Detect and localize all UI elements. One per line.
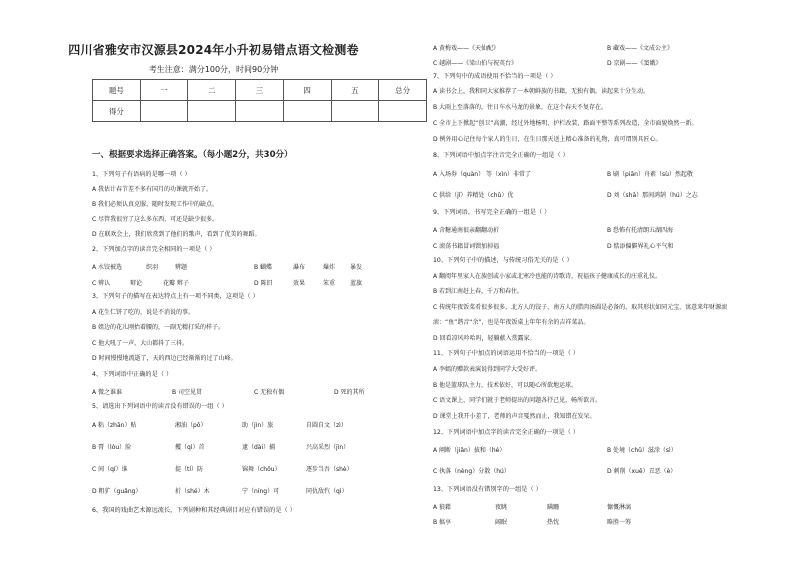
score-cell[interactable] bbox=[236, 101, 284, 122]
option-text: 宁（níng）可 bbox=[242, 488, 280, 495]
option-text: 逐步当吾（shè） bbox=[306, 466, 353, 473]
option-text: A 粘（zhān）贴 bbox=[92, 422, 137, 429]
question-text: 7、下列句中的成语使用不恰当的一项是（ ） bbox=[433, 73, 557, 80]
option-text: C 供给（jǐ）养精处（chǔ）优 bbox=[433, 192, 514, 199]
option-text: A 黄梅戏——《天仙配》 bbox=[433, 45, 500, 52]
score-table bbox=[92, 79, 427, 122]
table-cell: 五 bbox=[331, 80, 379, 101]
option-text: 辩论 bbox=[130, 280, 143, 287]
exam-note: 考生注意：满分100分，时间90分钟 bbox=[148, 65, 279, 74]
option-text: 逮（dài）捕 bbox=[242, 444, 276, 451]
option-text: 笨重 bbox=[323, 280, 336, 287]
option-text: D 课堂上我开小差了，老师的声音戛然而止，我知错在发呆。 bbox=[433, 413, 596, 420]
option-text: 织羽 bbox=[146, 264, 159, 271]
option-text: B 若到江南赶上春，千万和春住。 bbox=[433, 288, 524, 295]
option-text: 慷慨淋漓 bbox=[607, 504, 632, 511]
option-text: B 蝴蝶 bbox=[254, 264, 273, 271]
option-text: D 粗犷（guǎng） bbox=[92, 488, 142, 495]
option-text: D 回看凉风吟哈吗，轻躺献入赏露家。 bbox=[433, 335, 536, 342]
table-row bbox=[93, 80, 427, 101]
option-text: D 死的其所 bbox=[334, 389, 365, 396]
option-text: D 在联欢会上，我们欣赏到了他们的歌声，看到了优美的舞蹈。 bbox=[92, 231, 261, 238]
page-title: 四川省雅安市汉源县2024年小升初易错点语文检测卷 bbox=[68, 43, 359, 57]
option-text: A 微之谁谁 bbox=[92, 389, 123, 396]
option-text: 同仇敌忾（qì） bbox=[306, 488, 348, 495]
option-text: 效果 bbox=[293, 280, 306, 287]
option-text: B 姐边的花儿刚抬着腰的，一副无精打采的样子。 bbox=[92, 324, 225, 331]
table-cell: 题号 bbox=[93, 80, 141, 101]
option-text: 助（jìn）旅 bbox=[242, 422, 274, 429]
table-cell: 三 bbox=[236, 80, 284, 101]
option-text: 略胜一筹 bbox=[607, 519, 632, 526]
question-text: 9、下列词语，书写完全正确的一组是（ ） bbox=[433, 209, 551, 216]
option-text: C 滚荡书籍冒词馈加掉福 bbox=[433, 243, 500, 250]
option-text: B 藏戏——《文成公主》 bbox=[607, 45, 674, 52]
option-text: 蓝旗 bbox=[350, 280, 363, 287]
option-text: B 膏（lòu）脸 bbox=[92, 444, 132, 451]
option-text: 辨题 bbox=[175, 264, 188, 271]
question-text: 12、下列词语中加点字的读音完全正确的一项是（ ） bbox=[433, 429, 579, 436]
table-row bbox=[93, 101, 427, 122]
option-text: B 恐怖有托清朗五湖四海 bbox=[607, 227, 674, 234]
option-text: C 传统年夜饭菜肴很多很多，北方人的饺子，南方人的腊肉汤圆是必备的，取其形状如同元宝，寓意来年财源滚 bbox=[433, 304, 728, 311]
question-text: 10、下列句子中的描述，与传统习俗无关的是（ ） bbox=[433, 257, 573, 264]
option-text: D 惦添偏僻界礼心平气和 bbox=[607, 243, 674, 250]
table-cell: 二 bbox=[188, 80, 236, 101]
option-text: A 我估计春节差不多有国月的功课就开始了。 bbox=[92, 186, 213, 193]
option-text: C 他大吼了一声，大山都抖了三抖。 bbox=[92, 340, 189, 347]
option-text: C 尽管我很穷了这么多东西，可还是缺少很多。 bbox=[92, 216, 219, 223]
option-text: 折（shé）木 bbox=[175, 488, 210, 495]
option-text: 提（tí）防 bbox=[175, 466, 204, 473]
option-text: D 例外用心记住每个家人的生日，在生日那天送上精心准备的礼物，真可谓别具匠心。 bbox=[433, 136, 662, 143]
option-text: C 全市上下掀起“创卫”高潮，经过外地杨明、护栏改装，路面平整等系列改造，全市面貌焕然一新。 bbox=[433, 120, 698, 127]
question-text: 8、下列词语中加点字注音完全正确的一组是（ ） bbox=[433, 152, 569, 159]
option-text: A 狼藉 bbox=[433, 504, 452, 511]
option-text: C 辨认 bbox=[92, 280, 111, 287]
question-text: 11、下列句子中加点的词语运用不恰当的一项是（ ） bbox=[433, 350, 579, 357]
option-text: A 含糖通南很亲翻翻动折 bbox=[433, 227, 500, 234]
question-text: 1、下列句子有语病的是哪一项（ ） bbox=[92, 171, 191, 178]
question-text: 3、下列句子的描写在表达特点上有一项不同类，这项是（ ） bbox=[92, 293, 259, 300]
option-text: A 阐断（jiǎn）拔和（hé） bbox=[433, 447, 506, 454]
option-text: B 刷（piān）舟素（sù）然起敬 bbox=[607, 171, 693, 178]
option-text: A 入场券（quàn） 等（xìn）非常了 bbox=[433, 171, 532, 178]
option-text: C 越剧——《梁山伯与祝英台》 bbox=[433, 60, 518, 67]
option-text: 兴高采烈（jìn） bbox=[306, 444, 350, 451]
option-text: D 京剧——《窦娥》 bbox=[607, 60, 662, 67]
option-text: D 陈旧 bbox=[254, 280, 273, 287]
option-text: 阔眠 bbox=[495, 519, 508, 526]
score-cell[interactable] bbox=[379, 101, 427, 122]
option-text: B 他是篮球队主力，技术依好，可以随心所欲地运球。 bbox=[433, 382, 578, 389]
option-text: B 我们必须认真克服、随时发现工作中的缺点。 bbox=[92, 201, 219, 208]
option-text: C 间（qí）谁 bbox=[92, 466, 128, 473]
table-cell: 得分 bbox=[93, 101, 141, 122]
option-text: C 执落（nèng）分散（hú） bbox=[433, 468, 510, 475]
option-text: 滚：“鱼”谐音“余”，也是年夜饭桌上年年有余的吉祥菜品。 bbox=[433, 319, 590, 326]
option-text: A 花生仁饼了吃的，说是不消说的事。 bbox=[92, 309, 195, 316]
question-text: 2、下列加点字的读音完全相同的一项是（ ） bbox=[92, 246, 216, 253]
option-text: 花瓣 辫子 bbox=[163, 280, 189, 287]
option-text: 自圆自文（zì） bbox=[306, 422, 347, 429]
table-cell: 一 bbox=[140, 80, 188, 101]
option-text: A 水饺被选 bbox=[92, 264, 123, 271]
option-text: 爆炸 bbox=[323, 264, 336, 271]
option-text: D 刘（shā）那间鸿鹄（hú）之志 bbox=[607, 192, 698, 199]
option-text: B 处境（chǔ）滋涂（sì） bbox=[607, 447, 677, 454]
option-text: 暴发 bbox=[350, 264, 363, 271]
question-text: 5、请选出下列词语中的读音没有错误的一组（ ） bbox=[92, 403, 228, 410]
option-text: A 读书会上，我和同大家推荐了一本朝鲜族的书籍，无独有偶，读起来十分生动。 bbox=[433, 88, 650, 95]
score-cell[interactable] bbox=[140, 101, 188, 122]
option-text: C 语文课上，同学们就于老师提出的问题各抒己见，畅所欲言。 bbox=[433, 397, 602, 404]
score-cell[interactable] bbox=[188, 101, 236, 122]
table-cell: 总分 bbox=[379, 80, 427, 101]
option-text: 夜眺 bbox=[495, 504, 508, 511]
option-text: B 大雨上至落落的，往日车水马龙的景象，在这个春天不复存在。 bbox=[433, 104, 608, 111]
score-cell[interactable] bbox=[283, 101, 331, 122]
question-text: 13、下列词语没有错别字的一组是（ ） bbox=[433, 486, 542, 493]
option-text: 瀑布 bbox=[293, 264, 306, 271]
option-text: 锦舞（chōu） bbox=[242, 466, 281, 473]
option-text: 蹒跚 bbox=[547, 504, 560, 511]
table-cell: 四 bbox=[283, 80, 331, 101]
question-text: 6、我国的戏曲艺术源远流长，下列剧种和其经典剧目对应有错误的是（ ） bbox=[92, 507, 296, 514]
option-text: D 刺削（xuē）丑恶（è） bbox=[607, 468, 677, 475]
option-text: B 搞享 bbox=[433, 519, 452, 526]
option-text: A 李嫣的赠款表演说得到同学大受好评。 bbox=[433, 366, 542, 373]
option-text: 热忱 bbox=[547, 519, 560, 526]
option-text: D 时间慢慢地流逝了，天的西边已经渐渐的过了山峰。 bbox=[92, 355, 237, 362]
option-text: 湘油（pō） bbox=[175, 422, 207, 429]
score-cell[interactable] bbox=[331, 101, 379, 122]
option-text: A 翻阅年里家人在族创或小家或北寒冷也能的诗歌诗，祝福孩子健康成长的庄重礼仪。 bbox=[433, 273, 662, 280]
option-text: C 无独有偶 bbox=[254, 389, 285, 396]
question-text: 4、下列词语中正确的是（ ） bbox=[92, 371, 173, 378]
option-text: 攫（qì）首 bbox=[175, 444, 205, 451]
section-heading: 一、根据要求选择正确答案。（每小题2分，共30分） bbox=[92, 150, 293, 160]
option-text: B 司空见贯 bbox=[172, 389, 203, 396]
